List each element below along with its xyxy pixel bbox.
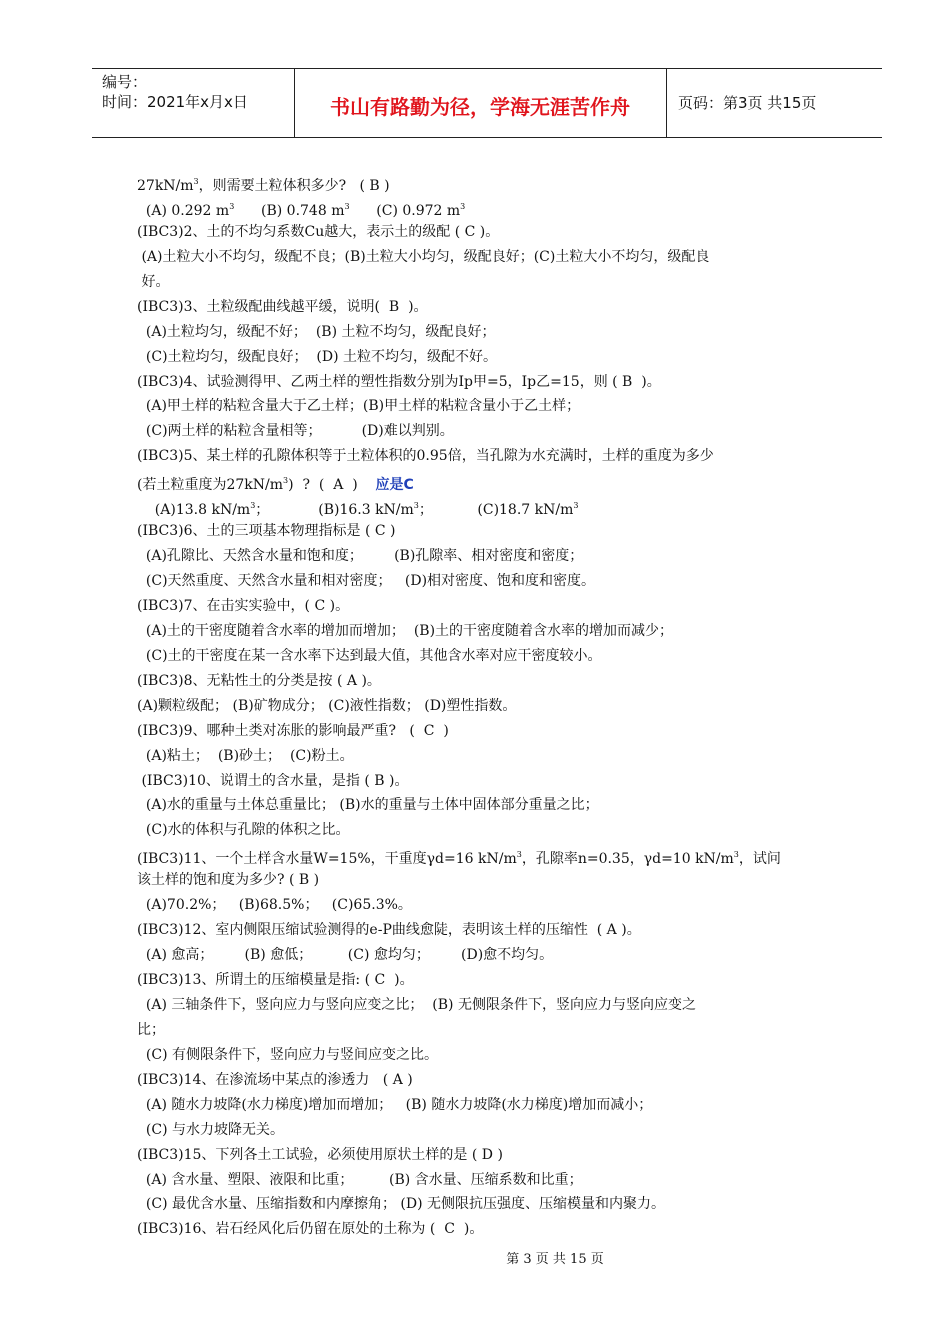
text-segment: (IBC3)10、说谓土的含水量，是指 ( B )。 (137, 772, 409, 789)
superscript: 3 (413, 501, 419, 511)
text-line (137, 968, 842, 993)
superscript: 3 (250, 501, 256, 511)
text-segment: (IBC3)6、土的三项基本物理指标是 ( C ) (137, 523, 396, 540)
text-line (137, 744, 842, 769)
text-line (137, 694, 842, 719)
text-line (137, 295, 842, 320)
text-segment: (IBC3)13、所谓土的压缩模量是指: ( C )。 (137, 972, 414, 988)
text-line (137, 494, 842, 519)
header-meta (102, 72, 248, 112)
text-line (137, 444, 842, 469)
text-line (137, 245, 842, 270)
text-segment: (IBC3)11、一个土样含水量W=15%，干重度γd=16 kN/m (137, 851, 517, 868)
text-line (137, 1118, 842, 1143)
question-body (137, 170, 842, 1242)
text-line (137, 644, 842, 669)
text-segment: (C) 有侧限条件下，竖向应力与竖间应变之比。 (137, 1046, 438, 1063)
text-segment: ) ? ( A ) (288, 477, 376, 494)
text-line (137, 345, 842, 370)
text-line (137, 394, 842, 419)
text-segment: (A) 随水力坡降(水力梯度)增加而增加； (B) 随水力坡降(水力梯度)增加而减小； (137, 1096, 653, 1113)
text-line (137, 1143, 842, 1168)
superscript: 3 (229, 201, 235, 211)
text-line (137, 469, 842, 494)
text-segment: 好。 (137, 273, 170, 290)
superscript: 3 (460, 201, 466, 211)
text-segment: (IBC3)15、下列各土工试验，必须使用原状土样的是 ( D ) (137, 1146, 503, 1163)
text-segment: (A)粘土； (B)砂土； (C)粉土。 (137, 747, 354, 764)
text-segment: (A)土粒大小不均匀，级配不良；(B)土粒大小均匀，级配良好；(C)土粒大小不均匀，级配良 (137, 248, 710, 265)
text-segment: (A) 含水量、塑限、液限和比重； (B) 含水量、压缩系数和比重； (137, 1171, 583, 1188)
text-segment: (IBC3)4、试验测得甲、乙两土样的塑性指数分别为Ip甲=5，Ip乙=15，则 ( B )。 (137, 373, 661, 390)
superscript: 3 (193, 177, 199, 186)
text-line (137, 1093, 842, 1118)
text-segment: (A)70.2%； (B)68.5%； (C)65.3%。 (137, 897, 412, 914)
text-segment: ，孔隙率n=0.35，γd=10 kN/m (521, 851, 734, 868)
text-segment: (A) 三轴条件下，竖向应力与竖向应变之比； (B) 无侧限条件下，竖向应力与竖向应变之 (137, 996, 696, 1013)
page-header (92, 68, 882, 138)
text-line (137, 170, 842, 195)
text-line (137, 419, 842, 444)
text-segment: (C)两土样的粘粒含量相等； (D)难以判别。 (137, 423, 454, 440)
page-footer (0, 1248, 950, 1267)
text-segment: (A)13.8 kN/m (137, 502, 251, 519)
text-line (137, 195, 842, 220)
text-segment: (C)天然重度、天然含水量和相对密度； (D)相对密度、饱和度和密度。 (137, 573, 596, 589)
text-line (137, 1192, 842, 1217)
superscript: 3 (573, 501, 579, 511)
text-segment: 27kN/m (137, 178, 194, 194)
text-segment: ； (C)18.7 kN/m (418, 502, 574, 519)
text-segment: (A)甲土样的粘粒含量大于乙土样；(B)甲土样的粘粒含量小于乙土样； (137, 398, 581, 415)
time-label: 时间：2021年x月x日 (102, 93, 248, 111)
text-line (137, 619, 842, 644)
answer-correction-note: 应是C (375, 477, 414, 494)
text-line (137, 1168, 842, 1193)
superscript: 3 (733, 850, 739, 860)
text-line (137, 594, 842, 619)
text-line (137, 793, 842, 818)
header-page-label: 页码：第3页 共15页 (678, 94, 817, 112)
text-line (137, 1217, 842, 1242)
text-line (137, 270, 842, 295)
text-segment: ，则需要土粒体积多少? ( B ) (198, 178, 390, 194)
text-segment: (IBC3)2、土的不均匀系数Cu越大，表示土的级配 ( C )。 (137, 223, 500, 240)
text-line (137, 220, 842, 245)
header-motto: 书山有路勤为径，学海无涯苦作舟 (330, 95, 630, 119)
text-segment: (IBC3)14、在渗流场中某点的渗透力 ( A ) (137, 1071, 413, 1088)
text-line (137, 1043, 842, 1068)
text-line (137, 918, 842, 943)
text-line (137, 868, 842, 893)
text-line (137, 993, 842, 1018)
text-segment: (C)土粒均匀，级配良好； (D) 土粒不均匀，级配不好。 (137, 348, 498, 365)
text-line (137, 1018, 842, 1043)
text-segment: (A)土的干密度随着含水率的增加而增加； (B)土的干密度随着含水率的增加而减少； (137, 622, 674, 639)
text-segment: (C)土的干密度在某一含水率下达到最大值，其他含水率对应干密度较小。 (137, 647, 602, 664)
text-segment: (IBC3)8、无粘性土的分类是按 ( A )。 (137, 672, 381, 689)
code-label: 编号： (102, 73, 148, 91)
text-segment: (A)土粒均匀，级配不好； (B) 土粒不均匀，级配良好； (137, 323, 496, 340)
text-segment: (A)颗粒级配； (B)矿物成分； (C)液性指数； (D)塑性指数。 (137, 697, 517, 714)
text-segment: (A)孔隙比、天然含水量和饱和度； (B)孔隙率、相对密度和密度； (137, 548, 584, 565)
text-line (137, 569, 842, 594)
text-segment: (IBC3)7、在击实实验中，( C )。 (137, 597, 350, 614)
text-segment: (C) 0.972 m (349, 202, 461, 219)
text-segment: (IBC3)16、岩石经风化后仍留在原处的土称为 ( C )。 (137, 1221, 484, 1238)
text-segment: (C) 最优含水量、压缩指数和内摩擦角； (D) 无侧限抗压强度、压缩模量和内聚力。 (137, 1196, 666, 1213)
text-segment: (C) 与水力坡降无关。 (137, 1121, 284, 1138)
header-divider (666, 69, 667, 137)
superscript: 3 (283, 476, 289, 486)
text-line (137, 320, 842, 345)
text-line (137, 893, 842, 918)
text-segment: (IBC3)9、哪种土类对冻胀的影响最严重? ( C ) (137, 722, 449, 739)
text-segment: (若土粒重度为27kN/m (137, 477, 284, 494)
text-line (137, 669, 842, 694)
text-line (137, 719, 842, 744)
text-line (137, 519, 842, 544)
footer-page-number: 第 3 页 共 15 页 (506, 1252, 604, 1267)
text-segment: ； (B)16.3 kN/m (255, 502, 414, 519)
text-segment: (A)水的重量与土体总重量比； (B)水的重量与土体中固体部分重量之比； (137, 797, 599, 814)
text-segment: (A) 愈高； (B) 愈低； (C) 愈均匀； (D)愈不均匀。 (137, 947, 554, 964)
superscript: 3 (516, 850, 522, 860)
text-segment: (A) 0.292 m (137, 202, 230, 219)
text-line (137, 370, 842, 395)
text-segment: ，试问 (738, 851, 781, 868)
text-segment: (IBC3)5、某土样的孔隙体积等于土粒体积的0.95倍，当孔隙为水充满时，土样的重度为多少 (137, 448, 714, 465)
superscript: 3 (344, 201, 350, 211)
text-line (137, 943, 842, 968)
text-line (137, 818, 842, 843)
text-line (137, 769, 842, 794)
text-segment: (IBC3)3、土粒级配曲线越平缓，说明( B )。 (137, 298, 428, 315)
text-segment: (C)水的体积与孔隙的体积之比。 (137, 822, 350, 839)
text-segment: 比； (137, 1021, 165, 1038)
text-segment: 该土样的饱和度为多少? ( B ) (137, 872, 320, 889)
text-segment: (B) 0.748 m (234, 202, 345, 219)
text-line (137, 843, 842, 868)
text-line (137, 544, 842, 569)
text-segment: (IBC3)12、室内侧限压缩试验测得的e-P曲线愈陡，表明该土样的压缩性 ( A )。 (137, 922, 641, 939)
text-line (137, 1068, 842, 1093)
